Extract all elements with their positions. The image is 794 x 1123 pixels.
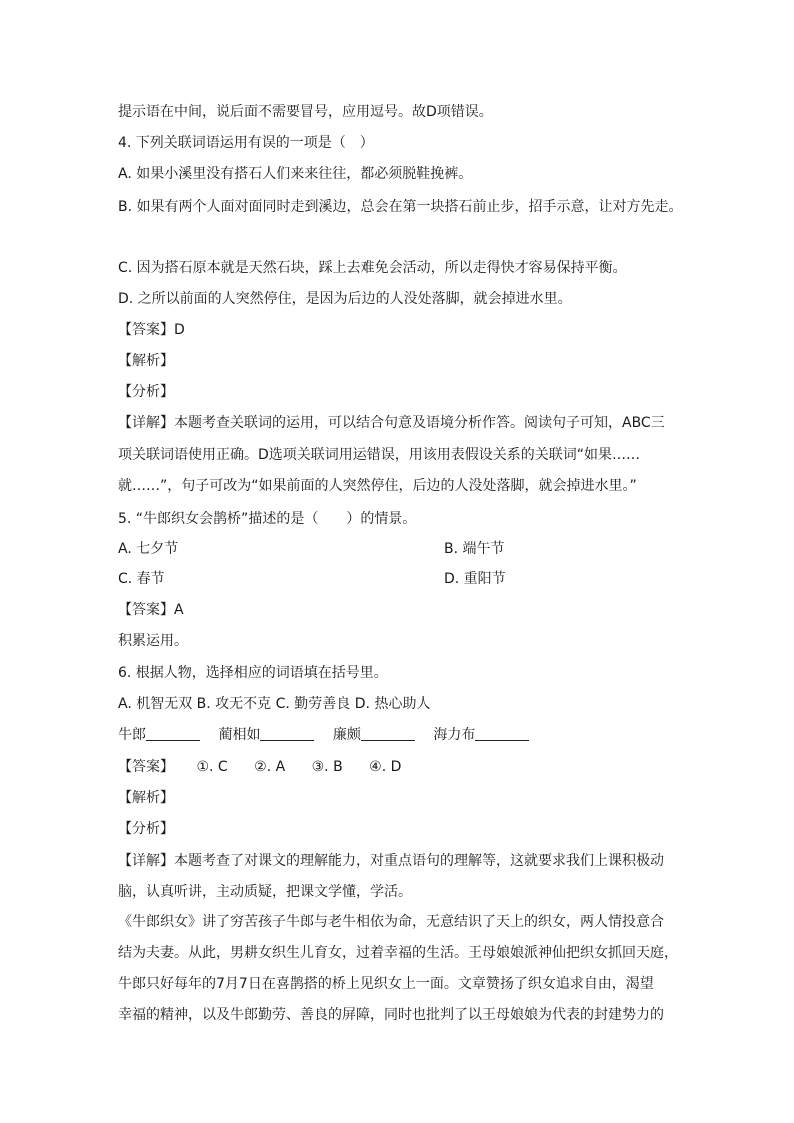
- fill-blank: [361, 726, 415, 741]
- analysis-label: 【分析】: [118, 821, 174, 837]
- options-line: A. 机智无双 B. 攻无不克 C. 勤劳善良 D. 热心助人: [118, 696, 431, 712]
- name-label: 蔺相如: [218, 727, 261, 743]
- question-5: 5. “牛郎织女会鹊桥”描述的是（ ）的情景。: [118, 511, 417, 527]
- answer-item: ①. C: [196, 759, 228, 775]
- detail-line: 【详解】本题考查了对课文的理解能力，对重点语句的理解等，这就要求我们上课积极动: [118, 853, 664, 869]
- option-row: [118, 540, 684, 558]
- option-d: D. 之所以前面的人突然停住，是因为后边的人没处落脚，就会掉进水里。: [118, 291, 572, 307]
- fill-blank: [146, 726, 200, 741]
- answer-line: [118, 758, 684, 776]
- fill-blank: [475, 726, 529, 741]
- question-6: 6. 根据人物，选择相应的词语填在括号里。: [118, 665, 388, 681]
- name-label: 海力布: [433, 727, 476, 743]
- analysis-label: 【分析】: [118, 384, 174, 400]
- answer-item: ④. D: [369, 759, 402, 775]
- option-d: D. 重阳节: [444, 571, 506, 587]
- option-c: C. 因为搭石原本就是天然石块，踩上去难免会活动，所以走得快才容易保持平衡。: [118, 260, 627, 276]
- answer-label: 【答案】D: [118, 322, 185, 338]
- detail-line: 脑，认真听讲，主动质疑，把课文学懂，学活。: [118, 884, 412, 900]
- name-label: 牛郎: [118, 727, 146, 743]
- option-b: B. 如果有两个人面对面同时走到溪边，总会在第一块搭石前止步，招手示意，让对方先走。: [118, 199, 683, 215]
- fill-blank: [260, 726, 314, 741]
- paragraph-line: 《牛郎织女》讲了穷苦孩子牛郎与老牛相依为命，无意结识了天上的织女，两人情投意合: [118, 914, 664, 930]
- blanks-line: [118, 726, 684, 744]
- analysis-label: 【解析】: [118, 353, 174, 369]
- answer-item: ③. B: [311, 759, 343, 775]
- option-c: C. 春节: [118, 571, 165, 587]
- detail-line: 就……”，句子可改为“如果前面的人突然停住，后边的人没处落脚，就会掉进水里。”: [118, 478, 637, 494]
- paragraph-line: 结为夫妻。从此，男耕女织生儿育女，过着幸福的生活。王母娘娘派神仙把织女抓回天庭，: [118, 945, 678, 961]
- answer-label: 【答案】A: [118, 602, 184, 618]
- option-a: A. 如果小溪里没有搭石人们来来往往，都必须脱鞋挽裤。: [118, 166, 473, 182]
- option-a: A. 七夕节: [118, 541, 179, 557]
- name-label: 廉颇: [332, 727, 361, 743]
- question-4: 4. 下列关联词语运用有误的一项是（ ）: [118, 135, 374, 151]
- answer-item: ②. A: [254, 759, 286, 775]
- analysis-label: 【解析】: [118, 790, 174, 806]
- option-b: B. 端午节: [444, 541, 505, 557]
- detail-line: 项关联词语使用正确。D选项关联词用运错误，用该用表假设关系的关联词“如果……: [118, 447, 641, 463]
- text-line: 提示语在中间，说后面不需要冒号，应用逗号。故D项错误。: [118, 104, 493, 120]
- paragraph-line: 幸福的精神，以及牛郎勤劳、善良的屏障，同时也批判了以王母娘娘为代表的封建势力的: [118, 1007, 664, 1023]
- note-line: 积累运用。: [118, 633, 188, 649]
- answer-label: 【答案】: [118, 759, 174, 775]
- detail-line: 【详解】本题考查关联词的运用，可以结合句意及语境分析作答。阅读句子可知，ABC三: [118, 415, 665, 431]
- paragraph-line: 牛郎只好每年的7月7日在喜鹊搭的桥上见织女上一面。文章赞扬了织女追求自由，渴望: [118, 976, 654, 992]
- option-row: [118, 570, 684, 588]
